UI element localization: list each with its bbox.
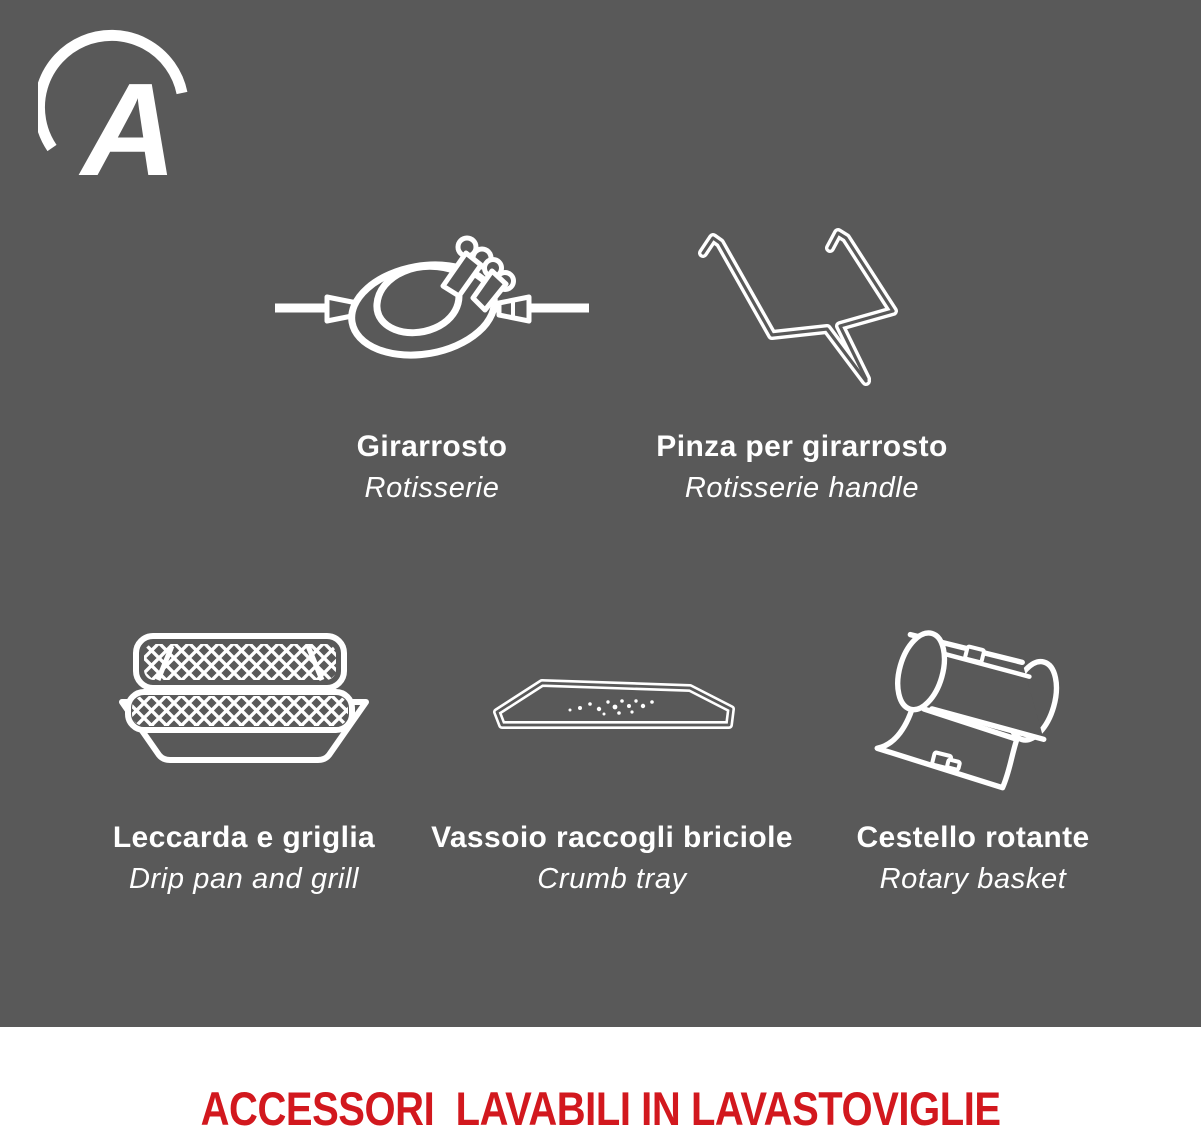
accessory-subtitle: Drip pan and grill (128, 863, 360, 895)
accessory-card-pinza (592, 210, 1012, 506)
footer-headline: ACCESSORI LAVABILI IN LAVASTOVIGLIE (200, 1082, 1001, 1135)
rotisserie-handle-icon (592, 210, 1012, 415)
footer-banner (0, 1027, 1201, 1136)
accessory-title: Cestello rotante (856, 821, 1090, 854)
crumb-tray-icon (402, 610, 822, 806)
accessory-subtitle: Rotisserie handle (684, 472, 920, 504)
rotary-basket-icon (813, 610, 1133, 806)
accessory-card-cestello (813, 610, 1133, 897)
brand-logo (38, 28, 202, 203)
accessory-card-vassoio (402, 610, 822, 897)
drip-pan-and-grill-icon (74, 610, 414, 806)
accessory-title: Vassoio raccogli briciole (431, 821, 793, 854)
rotisserie-spit-icon (252, 210, 612, 415)
accessory-card-girarrosto (252, 210, 612, 506)
accessory-title: Pinza per girarrosto (656, 430, 948, 463)
accessory-card-leccarda (74, 610, 414, 897)
logo-letter: A (81, 56, 173, 203)
accessory-title: Leccarda e griglia (112, 821, 376, 854)
accessory-subtitle: Rotary basket (879, 863, 1067, 895)
accessory-title: Girarrosto (356, 430, 508, 463)
accessory-subtitle: Crumb tray (537, 863, 687, 895)
accessory-subtitle: Rotisserie (364, 472, 500, 504)
